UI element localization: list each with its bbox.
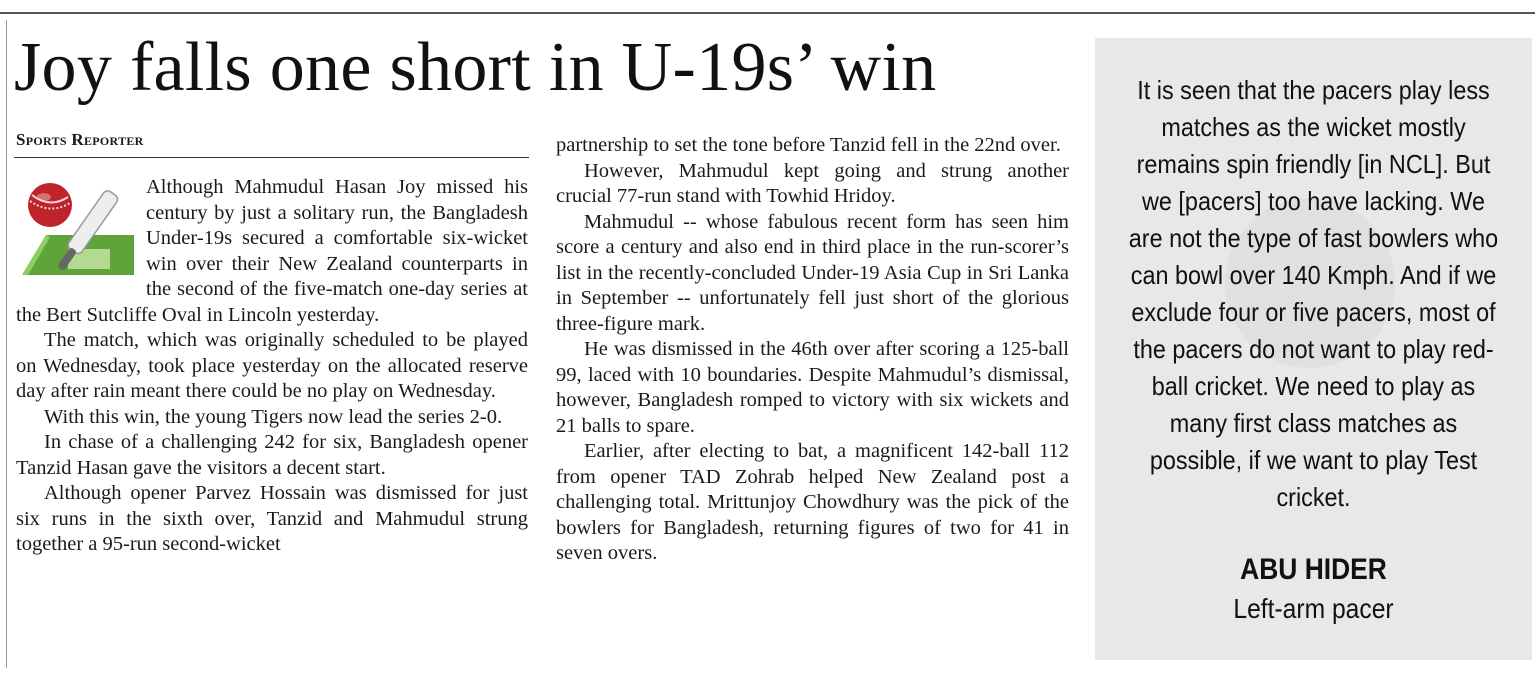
quote-sidebar: [1095, 38, 1532, 660]
pull-quote: It is seen that the pacers play less matches as the wicket mostly remains spin friendly [in NCL]. But we [pacers] too have lacking. We are not the type of fast bowlers who can bowl over 140 Kmph. And if we exclude four or five pacers, most of the pacers do not want to play red-ball cricket. We need to play as many first class matches as possible, if we want to play Test cricket.: [1128, 75, 1499, 512]
paragraph: He was dismissed in the 46th over after scoring a 125-ball 99, laced with 10 boundaries. Despite Mahmudul’s dismissal, however, Bangladesh romped to victory with six wickets and 21 balls to spare.: [556, 338, 1069, 437]
left-rule: [6, 20, 7, 668]
paragraph: Earlier, after electing to bat, a magnificent 142-ball 112 from opener TAD Zohrab helped New Zealand post a challenging total. Mrittunjoy Chowdhury was the pick of the bowlers for Bangladesh, returning figures of two for 41 in seven overs.: [556, 440, 1069, 564]
quote-author-name: ABU HIDER: [1240, 553, 1387, 586]
byline-rule: [14, 157, 529, 158]
headline: Joy falls one short in U-19s’ win: [14, 29, 937, 106]
paragraph: The match, which was originally scheduled to be played on Wednesday, took place yesterday on the allocated reserve day after rain meant there could be no play on Wednesday.: [16, 329, 528, 402]
article-column-2: [556, 133, 1069, 567]
paragraph: In chase of a challenging 242 for six, Bangladesh opener Tanzid Hasan gave the visitors a decent start.: [16, 431, 528, 479]
paragraph: Although Mahmudul Hasan Joy missed his century by just a solitary run, the Bangladesh Under-19s secured a comfortable six-wicket win over their New Zealand counterparts in the second of the five-match one-day series at the Bert Sutcliffe Oval in Lincoln yesterday.: [16, 176, 528, 326]
paragraph: Mahmudul -- whose fabulous recent form has seen him score a century and also end in third place in the run-scorer’s list in the recently-concluded Under-19 Asia Cup in Sri Lanka in September -- unfortunately fell just short of the glorious three-figure mark.: [556, 210, 1069, 335]
top-rule: [0, 12, 1535, 14]
article-column-1: [16, 175, 528, 558]
paragraph: Although opener Parvez Hossain was dismissed for just six runs in the sixth over, Tanzid and Mahmudul strung together a 95-run second-wicket: [16, 482, 528, 555]
paragraph: However, Mahmudul kept going and strung another crucial 77-run stand with Towhid Hridoy.: [556, 159, 1069, 207]
quote-author-role: Left-arm pacer: [1233, 593, 1394, 624]
byline: Sports Reporter: [16, 130, 144, 149]
cricket-ball-bat-icon: [16, 177, 138, 281]
paragraph: partnership to set the tone before Tanzid fell in the 22nd over.: [556, 134, 1061, 156]
paragraph: With this win, the young Tigers now lead the series 2-0.: [44, 405, 503, 428]
